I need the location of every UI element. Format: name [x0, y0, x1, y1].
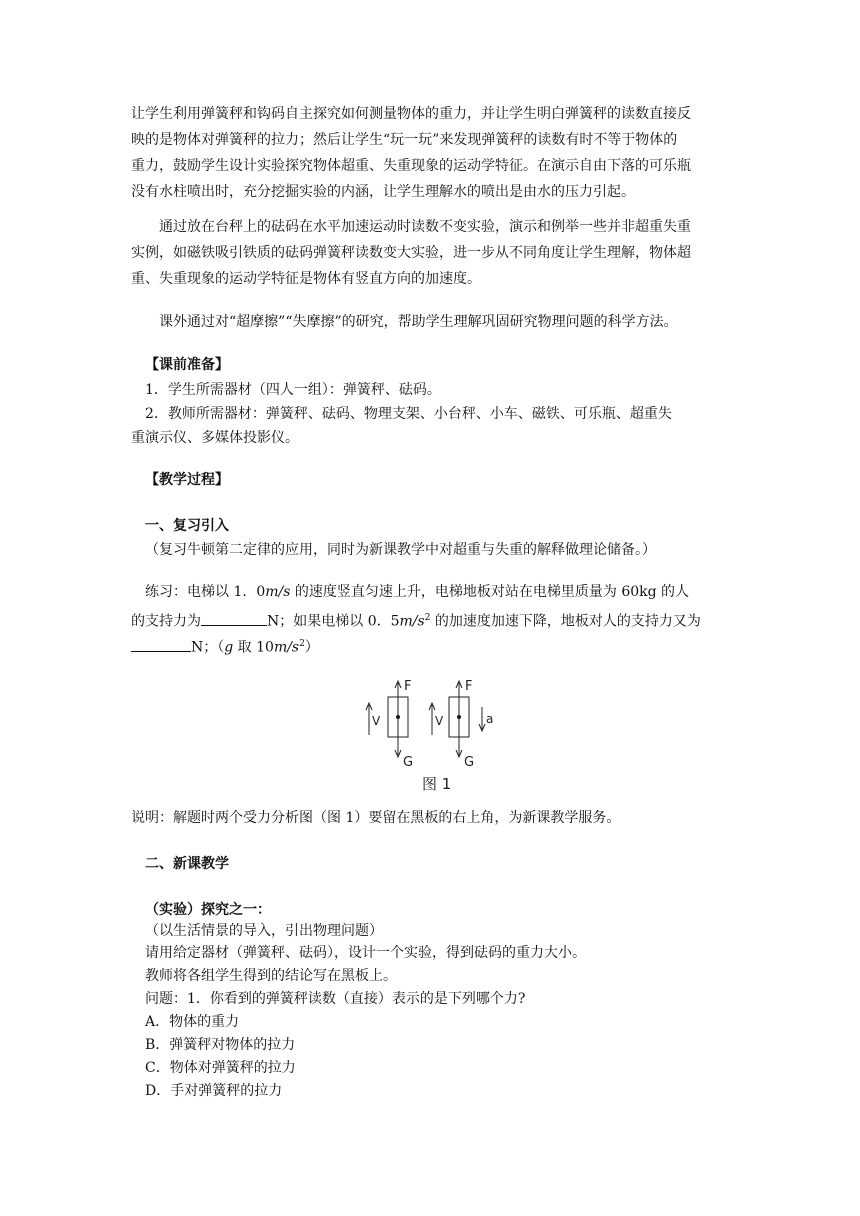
acceleration-label: a — [486, 712, 494, 726]
experiment-title: （实验）探究之一： — [145, 902, 271, 918]
question-line: 问题：1．你看到的弹簧秤读数（直接）表示的是下列哪个力? — [145, 991, 526, 1007]
unit-text: m/s — [273, 639, 300, 656]
exercise-line-1 — [145, 580, 689, 604]
exercise-text: 的加速度加速下降，地板对人的支持力又为 — [430, 613, 701, 630]
intro-paragraph-1 — [131, 101, 731, 205]
text-line: 通过放在台秤上的砝码在水平加速运动时读数不变实验，演示和例举一些并非超重失重 — [159, 219, 691, 235]
velocity-label: V — [372, 714, 381, 728]
option-c: C．物体对弹簧秤的拉力 — [145, 1060, 296, 1076]
answer-blank-1[interactable] — [201, 611, 267, 626]
exercise-text: 的支持力为 — [131, 613, 201, 630]
text-line: 重力，鼓励学生设计实验探究物体超重、失重现象的运动学特征。在演示自由下落的可乐瓶 — [131, 158, 691, 174]
exercise-line-2 — [131, 606, 701, 634]
exercise-text: 练习：电梯以 1．0 — [145, 584, 266, 600]
force-up-label: F — [465, 679, 473, 694]
prep-item-1: 1．学生所需器材（四人一组）：弹簧秤、砝码。 — [145, 382, 441, 398]
exercise-text: 的速度竖直匀速上升，电梯地板对站在电梯里质量为 60kg 的人 — [290, 584, 690, 600]
exercise-text: N；如果电梯以 0．5 — [267, 613, 400, 630]
option-a: A．物体的重力 — [145, 1014, 240, 1030]
exercise-text: N；（ — [191, 639, 225, 656]
force-down-label: G — [403, 755, 414, 770]
section-1-title: 一、复习引入 — [145, 518, 229, 534]
option-d: D．手对弹簧秤的拉力 — [145, 1083, 283, 1099]
force-diagram-figure — [360, 675, 520, 800]
gravity-symbol: g — [224, 639, 234, 656]
exercise-text: 取 10 — [233, 639, 274, 656]
figure-caption: 图 1 — [422, 775, 452, 793]
prep-item-2: 2．教师所需器材：弹簧秤、砝码、物理支架、小台秤、小车、磁铁、可乐瓶、超重失 — [145, 406, 672, 422]
section-2-title: 二、新课教学 — [145, 856, 229, 872]
text-line: 重、失重现象的运动学特征是物体有竖直方向的加速度。 — [131, 271, 481, 287]
experiment-line: （以生活情景的导入，引出物理问题） — [145, 923, 383, 939]
intro-paragraph-2 — [131, 214, 731, 292]
text-line: 没有水柱喷出时，充分挖掘实验的内涵，让学生理解水的喷出是由水的压力引起。 — [131, 184, 635, 200]
answer-blank-2[interactable] — [131, 637, 191, 652]
superscript: 2 — [424, 613, 431, 623]
prep-item-2-cont: 重演示仪、多媒体投影仪。 — [131, 430, 299, 446]
option-b: B．弹簧秤对物体的拉力 — [145, 1037, 296, 1053]
intro-paragraph-3 — [131, 309, 731, 335]
exercise-line-3 — [131, 632, 319, 660]
prep-heading: 【课前准备】 — [145, 357, 229, 373]
process-heading: 【教学过程】 — [145, 472, 229, 488]
superscript: 2 — [299, 639, 305, 649]
unit-text: m/s — [265, 584, 291, 600]
force-down-label: G — [464, 755, 475, 770]
text-line: 实例，如磁铁吸引铁质的砝码弹簧秤读数变大实验，进一步从不同角度让学生理解，物体超 — [131, 245, 691, 261]
unit-text: m/s — [399, 613, 425, 630]
velocity-label: V — [435, 714, 444, 728]
experiment-line: 请用给定器材（弹簧秤、砝码），设计一个实验，得到砝码的重力大小。 — [145, 945, 586, 961]
force-up-label: F — [404, 679, 412, 694]
exercise-text: ） — [304, 639, 319, 656]
text-line: 让学生利用弹簧秤和钩码自主探究如何测量物体的重力，并让学生明白弹簧秤的读数直接反 — [131, 106, 691, 122]
text-line: 映的是物体对弹簧秤的拉力；然后让学生“玩一玩”来发现弹簧秤的读数有时不等于物体的 — [131, 132, 678, 148]
experiment-line: 教师将各组学生得到的结论写在黑板上。 — [145, 968, 397, 984]
section-1-note: （复习牛顿第二定律的应用，同时为新课教学中对超重与失重的解释做理论储备。） — [145, 542, 656, 558]
figure-explanation: 说明：解题时两个受力分析图（图 1）要留在黑板的右上角，为新课教学服务。 — [131, 810, 621, 826]
text-line: 课外通过对“超摩擦”“失摩擦”的研究，帮助学生理解巩固研究物理问题的科学方法。 — [159, 314, 678, 330]
